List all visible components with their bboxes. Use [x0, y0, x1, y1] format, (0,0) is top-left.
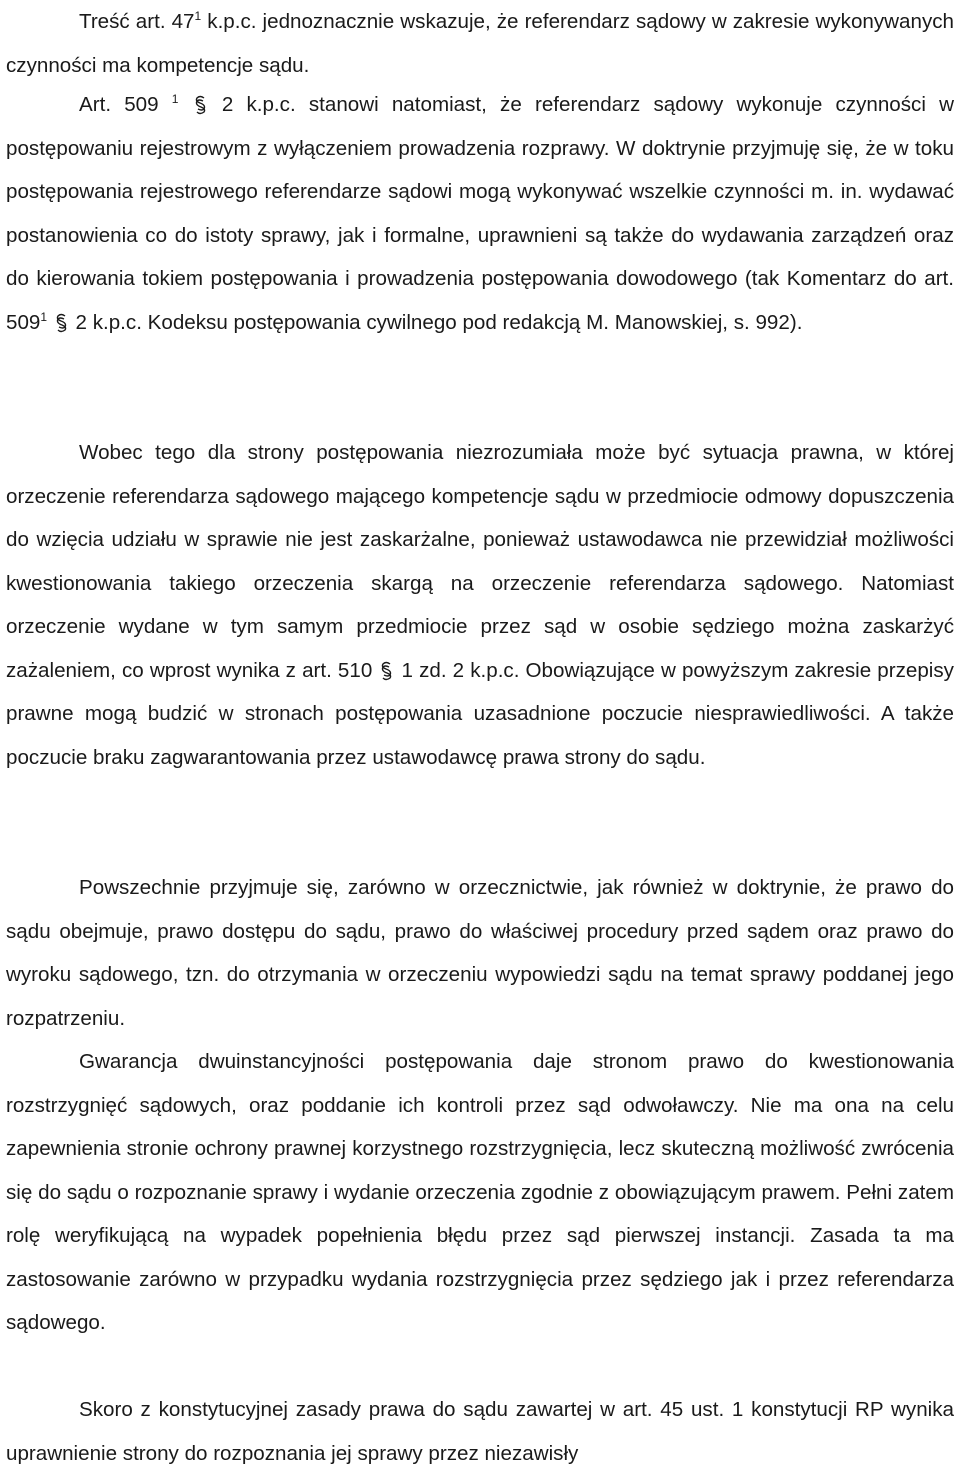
paragraph-2-text-c: 2 k.p.c. Kodeksu postępowania cywilnego pod redakcją M. Manowskiej, s. 992).: [75, 310, 803, 334]
paragraph-5-text: Gwarancja dwuinstancyjności postępowania daje stronom prawo do kwestionowania rozstrzygnięć sądowych, oraz poddanie ich kontroli przez sąd odwoławczy. Nie ma ona na celu zapewnienia stronie ochrony prawnej korzystnego rozstrzygnięcia, lecz skuteczną możliwość zwrócenia się do sądu o rozpoznanie sprawy i wydanie orzeczenia zgodnie z obowiązującym prawem. Pełni zatem rolę weryfikującą na wypadek popełnienia błędu przez sąd pierwszej instancji. Zasada ta ma zastosowanie zarówno w przypadku wydania rozstrzygnięcia przez sędziego jak i przez referendarza sądowego.: [6, 1050, 954, 1334]
paragraph-4-text: Powszechnie przyjmuje się, zarówno w orzecznictwie, jak również w doktrynie, że prawo do sądu obejmuje, prawo dostępu do sądu, prawo do właściwej procedury przed sądem oraz prawo do wyroku sądowego, tzn. do otrzymania w orzeczeniu wypowiedzi sądu na temat sprawy poddanej jego rozpatrzeniu.: [6, 876, 954, 1030]
section-sign-icon: [55, 313, 68, 333]
section-sign-icon: [194, 95, 207, 115]
paragraph-2: [6, 83, 954, 344]
superscript-2: 1: [171, 92, 179, 106]
paragraph-1-text-b: k.p.c. jednoznacznie wskazuje, że referendarz sądowy w zakresie wykonywanych czynności ma kompetencje sądu.: [6, 10, 955, 77]
paragraph-6: [6, 1388, 954, 1475]
paragraph-3-text-b: 1 zd. 2 k.p.c. Obowiązujące w powyższym zakresie przepisy prawne mogą budzić w stronach postępowania uzasadnione poczucie niesprawiedliwości. A także poczucie braku zagwarantowania przez ustawodawcę prawa strony do sądu.: [6, 658, 954, 769]
paragraph-3-text-a: Wobec tego dla strony postępowania niezrozumiała może być sytuacja prawna, w której orzeczenie referendarza sądowego mającego kompetencje sądu w przedmiocie odmowy dopuszczenia do wzięcia udziału w sprawie nie jest zaskarżalne, ponieważ ustawodawca nie przewidział możliwości kwestionowania takiego orzeczenia skargą na orzeczenie referendarza sądowego. Natomiast orzeczenie wydane w tym samym przedmiocie przez sąd w osobie sędziego można zaskarżyć zażaleniem, co wprost wynika z art. 510: [6, 441, 954, 682]
paragraph-2-text-b: 2 k.p.c. stanowi natomiast, że referendarz sądowy wykonuje czynności w postępowaniu rejestrowym z wyłączeniem prowadzenia rozprawy. W doktrynie przyjmuję się, że w toku postępowania rejestrowego referendarze sądowi mogą wykonywać wszelkie czynności m. in. wydawać postanowienia co do istoty sprawy, jak i formalne, uprawnieni są także do wydawania zarządzeń oraz do kierowania tokiem postępowania i prowadzenia postępowania dowodowego (tak Komentarz do art. 509: [6, 93, 954, 334]
paragraph-6-text: Skoro z konstytucyjnej zasady prawa do sądu zawartej w art. 45 ust. 1 konstytucji RP wynika uprawnienie strony do rozpoznania jej sprawy przez niezawisły: [6, 1398, 954, 1465]
paragraph-3: [6, 431, 954, 779]
superscript-1: 1: [194, 9, 202, 23]
paragraph-1-text-a: Treść art. 47: [79, 10, 195, 33]
section-sign-icon: [380, 661, 393, 681]
paragraph-1: [6, 0, 954, 87]
paragraph-5: [6, 1040, 954, 1345]
paragraph-2-text-a: Art. 509: [79, 93, 159, 116]
superscript-3: 1: [40, 309, 48, 324]
paragraph-4: [6, 866, 954, 1040]
